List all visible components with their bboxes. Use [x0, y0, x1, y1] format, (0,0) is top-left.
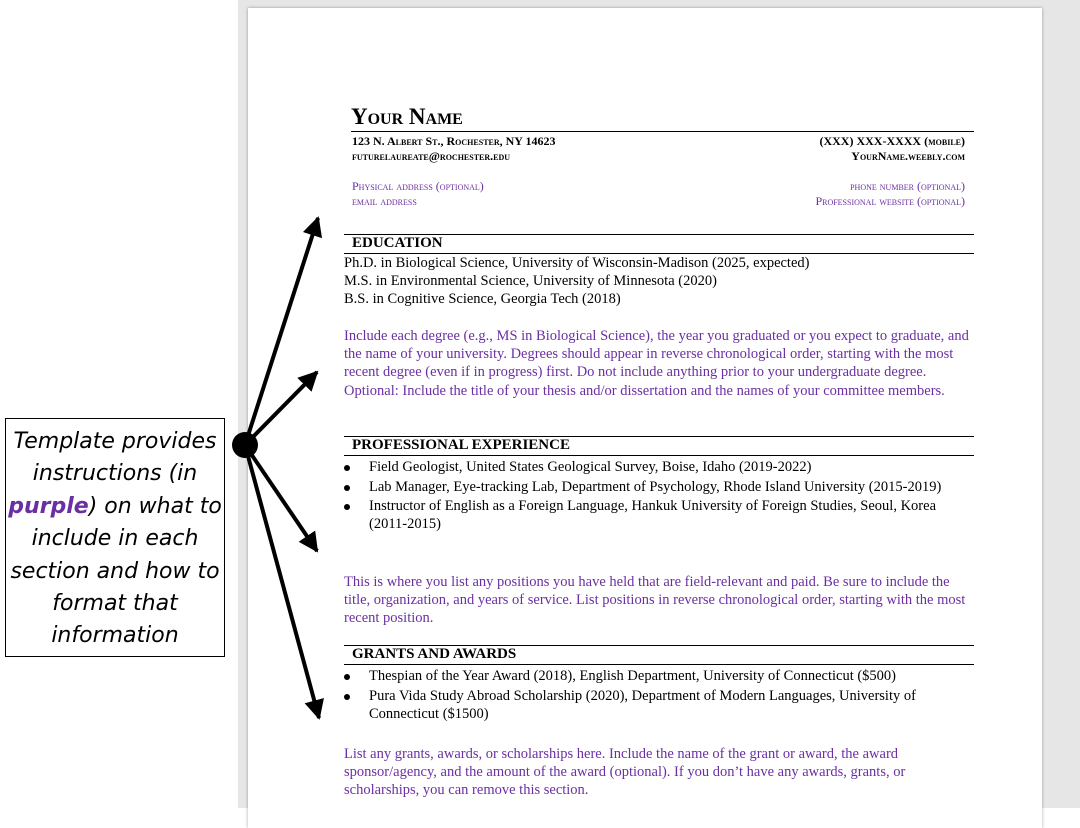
- list-item: Lab Manager, Eye-tracking Lab, Department of Psychology, Rhode Island University (2015-2019): [344, 478, 959, 496]
- grants-heading: GRANTS AND AWARDS: [352, 646, 517, 662]
- phone-text: (XXX) XXX-XXXX (mobile): [819, 134, 965, 148]
- list-item: Instructor of English as a Foreign Language, Hankuk University of Foreign Studies, Seoul, Korea (2011-2015): [344, 497, 959, 533]
- callout-text-end: ) on what to include in each section and how to format that information: [10, 493, 222, 649]
- experience-heading: PROFESSIONAL EXPERIENCE: [352, 437, 570, 453]
- optional-phone-note: phone number (optional): [850, 179, 965, 193]
- list-item: Pura Vida Study Abroad Scholarship (2020), Department of Modern Languages, University of Connecticut ($1500): [344, 687, 959, 723]
- list-item: Field Geologist, United States Geological Survey, Boise, Idaho (2019-2022): [344, 458, 959, 476]
- education-heading: EDUCATION: [352, 235, 443, 251]
- callout-box: [5, 418, 225, 657]
- optional-email-note: email address: [352, 194, 417, 208]
- grants-instructions: List any grants, awards, or scholarships here. Include the name of the grant or award, the award sponsor/agency, and the amount of the award (optional). If you don’t have any awards, grants, or scholarships, you can remove this section.: [344, 746, 906, 799]
- list-item: Thespian of the Year Award (2018), English Department, University of Connecticut ($500): [344, 667, 959, 685]
- optional-website-note: Professional website (optional): [815, 194, 965, 208]
- callout-highlight: purple: [8, 493, 89, 519]
- education-instructions: Include each degree (e.g., MS in Biological Science), the year you graduated or you expect to graduate, and the name of your university. Degrees should appear in reverse chronological order, starting with the most recent degree (even if in progress) first. Do not include anything prior to your undergraduate degree. Optional: Include the title of your thesis and/or dissertation and the names of your committee members.: [344, 328, 969, 399]
- email-text: futurelaureate@rochester.edu: [352, 149, 511, 163]
- degree-line: Ph.D. in Biological Science, University of Wisconsin-Madison (2025, expected): [344, 255, 810, 271]
- callout-text-start: Template provides instructions (in: [13, 429, 217, 487]
- resume-name: Your Name: [351, 104, 463, 129]
- website-text: YourName.weebly.com: [851, 149, 965, 163]
- arrow-origin-dot: [232, 432, 258, 458]
- experience-instructions: This is where you list any positions you have held that are field-relevant and paid. Be sure to include the title, organization, and years of service. List positions in reverse chronological order, starting with the most recent position.: [344, 574, 966, 627]
- address-text: 123 N. Albert St., Rochester, NY 14623: [352, 134, 556, 148]
- degree-line: B.S. in Cognitive Science, Georgia Tech (2018): [344, 291, 621, 308]
- degree-line: M.S. in Environmental Science, University of Minnesota (2020): [344, 273, 717, 290]
- optional-address-note: Physical address (optional): [352, 179, 484, 193]
- arrow-to-contact: [245, 218, 318, 445]
- arrow-to-grants: [245, 445, 319, 718]
- arrow-to-experience: [245, 445, 317, 551]
